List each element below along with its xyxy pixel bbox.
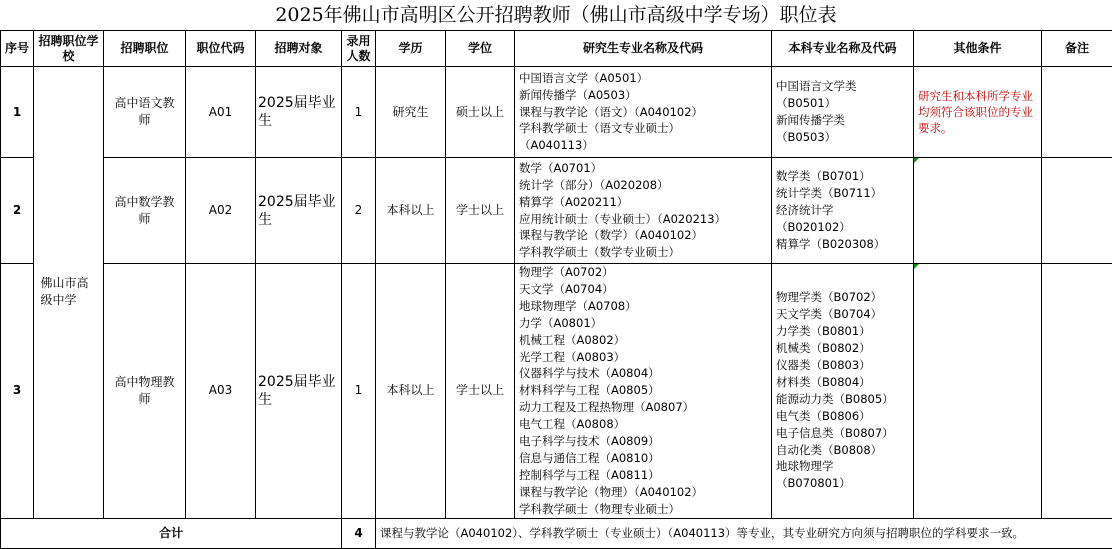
header-seq: 序号 <box>1 31 34 67</box>
grad-major-item: 中国语言文学（A0501） <box>519 70 649 85</box>
table-row <box>1 264 1112 519</box>
ug-major-item: 天文学类（B0704） <box>776 307 883 322</box>
row-degree: 硕士以上 <box>446 67 515 158</box>
row-target <box>256 67 342 158</box>
grad-major-item: 精算学（A020211） <box>519 194 629 209</box>
grad-major-item: 物理学（A0702） <box>519 265 614 279</box>
grad-major-item: 学科教学硕士（数学专业硕士） <box>519 245 680 260</box>
row-education: 研究生 <box>376 67 446 158</box>
row-education: 本科以上 <box>376 264 446 519</box>
header-target: 招聘对象 <box>256 31 342 67</box>
row-position <box>104 67 186 158</box>
school-name: 佛山市高级中学 <box>40 276 89 308</box>
grad-major-item: 学科教学硕士（语文专业硕士） <box>519 121 680 136</box>
row-seq: 2 <box>1 158 34 264</box>
row-ug-majors <box>772 158 914 264</box>
row-position <box>104 158 186 264</box>
row-remark <box>1042 158 1112 264</box>
total-count: 4 <box>342 518 376 548</box>
total-row <box>1 518 1112 548</box>
grad-major-item: 学科教学硕士（物理专业硕士） <box>519 501 680 516</box>
ug-major-item: 精算学（B020308） <box>776 236 886 251</box>
target-label: 2025届毕业生 <box>258 95 336 129</box>
ug-major-item: 经济统计学 <box>776 203 834 218</box>
grad-major-item: 数学（A0701） <box>519 160 603 175</box>
position-label: 高中数学教师 <box>114 194 175 226</box>
header-other: 其他条件 <box>914 31 1042 67</box>
page-title: 2025年佛山市高明区公开招聘教师（佛山市高级中学专场）职位表 <box>275 4 837 26</box>
ug-major-item: 材料类（B0804） <box>776 374 871 389</box>
ug-major-item: （B0503） <box>776 129 837 144</box>
row-grad-majors <box>515 264 772 519</box>
grad-major-item: 力学（A0801） <box>519 315 603 330</box>
grad-major-item: 动力工程及工程热物理（A0807） <box>519 400 695 415</box>
row-code: A01 <box>186 67 256 158</box>
row-code: A03 <box>186 264 256 519</box>
ug-major-item: 电气类（B0806） <box>776 408 871 423</box>
target-label: 2025届毕业生 <box>258 193 336 228</box>
position-label: 高中语文教师 <box>114 96 175 127</box>
row-other <box>914 158 1042 264</box>
header-ug-major: 本科专业名称及代码 <box>772 31 914 67</box>
header-position: 招聘职位 <box>104 31 186 67</box>
header-count: 录用人数 <box>342 31 376 67</box>
ug-major-item: 电子信息类（B0807） <box>776 425 894 440</box>
row-target <box>256 264 342 519</box>
grad-major-item: 新闻传播学（A0503） <box>519 87 637 102</box>
position-label: 高中物理教师 <box>114 374 175 406</box>
school-cell <box>34 67 104 519</box>
header-degree: 学位 <box>446 31 515 67</box>
grad-major-item: 材料科学与工程（A0805） <box>519 383 660 398</box>
grad-major-item: 地球物理学（A0708） <box>519 298 637 313</box>
ug-major-item: 力学类（B0801） <box>776 324 871 339</box>
other-conditions: 研究生和本科所学专业均须符合该职位的专业要求。 <box>914 67 1042 158</box>
header-grad-major: 研究生专业名称及代码 <box>515 31 772 67</box>
ug-major-item: （B070801） <box>776 476 851 491</box>
grad-major-item: 应用统计硕士（专业硕士）（A020213） <box>519 211 727 226</box>
ug-major-item: 统计学类（B0711） <box>776 186 883 201</box>
row-count: 1 <box>342 264 376 519</box>
row-degree: 学士以上 <box>446 158 515 264</box>
row-grad-majors <box>515 158 772 264</box>
ug-major-item: 仪器类（B0803） <box>776 357 871 372</box>
ug-major-item: 新闻传播学类 <box>776 113 845 127</box>
ug-major-item: 中国语言文学类 <box>776 79 857 94</box>
ug-major-item: （B0501） <box>776 96 837 111</box>
row-ug-majors <box>772 264 914 519</box>
header-code: 职位代码 <box>186 31 256 67</box>
row-count: 1 <box>342 67 376 158</box>
grad-major-item: 仪器科学与技术（A0804） <box>519 366 660 381</box>
row-remark <box>1042 67 1112 158</box>
ug-major-item: （B020102） <box>776 219 851 234</box>
ug-major-item: 能源动力类（B0805） <box>776 391 894 406</box>
row-degree: 学士以上 <box>446 264 515 519</box>
grad-major-item: （A040113） <box>519 138 594 153</box>
row-ug-majors <box>772 67 914 158</box>
header-school: 招聘职位学校 <box>34 31 104 67</box>
row-position <box>104 264 186 519</box>
grad-major-item: 课程与教学论（数学）（A040102） <box>519 228 704 243</box>
position-table <box>0 30 1112 549</box>
grad-major-item: 电气工程（A0808） <box>519 417 626 432</box>
row-remark <box>1042 264 1112 519</box>
footnote: 课程与教学论（A040102）、学科教学硕士（专业硕士）（A040113）等专业，其专业研究方向须与招聘职位的学科要求一致。 <box>376 518 1112 548</box>
row-count: 2 <box>342 158 376 264</box>
grad-major-item: 电子科学与技术（A0809） <box>519 434 660 449</box>
total-label: 合计 <box>1 518 342 548</box>
row-other <box>914 264 1042 519</box>
row-grad-majors <box>515 67 772 158</box>
grad-major-item: 控制科学与工程（A0811） <box>519 467 660 482</box>
header-row <box>1 31 1112 67</box>
table-row <box>1 158 1112 264</box>
ug-major-item: 物理学类（B0702） <box>776 290 883 305</box>
grad-major-item: 天文学（A0704） <box>519 281 614 296</box>
comment-marker <box>914 264 919 269</box>
grad-major-item: 机械工程（A0802） <box>519 332 626 347</box>
header-education: 学历 <box>376 31 446 67</box>
ug-major-item: 数学类（B0701） <box>776 169 871 184</box>
row-seq: 1 <box>1 67 34 158</box>
grad-major-item: 光学工程（A0803） <box>519 349 626 364</box>
row-seq: 3 <box>1 264 34 519</box>
grad-major-item: 课程与教学论（语文）（A040102） <box>519 104 704 119</box>
ug-major-item: 自动化类（B0808） <box>776 442 883 457</box>
grad-major-item: 课程与教学论（物理）（A040102） <box>519 484 704 499</box>
row-code: A02 <box>186 158 256 264</box>
comment-marker <box>914 158 919 163</box>
target-label: 2025届毕业生 <box>258 373 336 408</box>
header-remark: 备注 <box>1042 31 1112 67</box>
grad-major-item: 信息与通信工程（A0810） <box>519 450 660 465</box>
row-target <box>256 158 342 264</box>
row-education: 本科以上 <box>376 158 446 264</box>
ug-major-item: 地球物理学 <box>776 459 834 474</box>
table-row <box>1 67 1112 158</box>
ug-major-item: 机械类（B0802） <box>776 341 871 356</box>
grad-major-item: 统计学（部分）（A020208） <box>519 177 669 192</box>
